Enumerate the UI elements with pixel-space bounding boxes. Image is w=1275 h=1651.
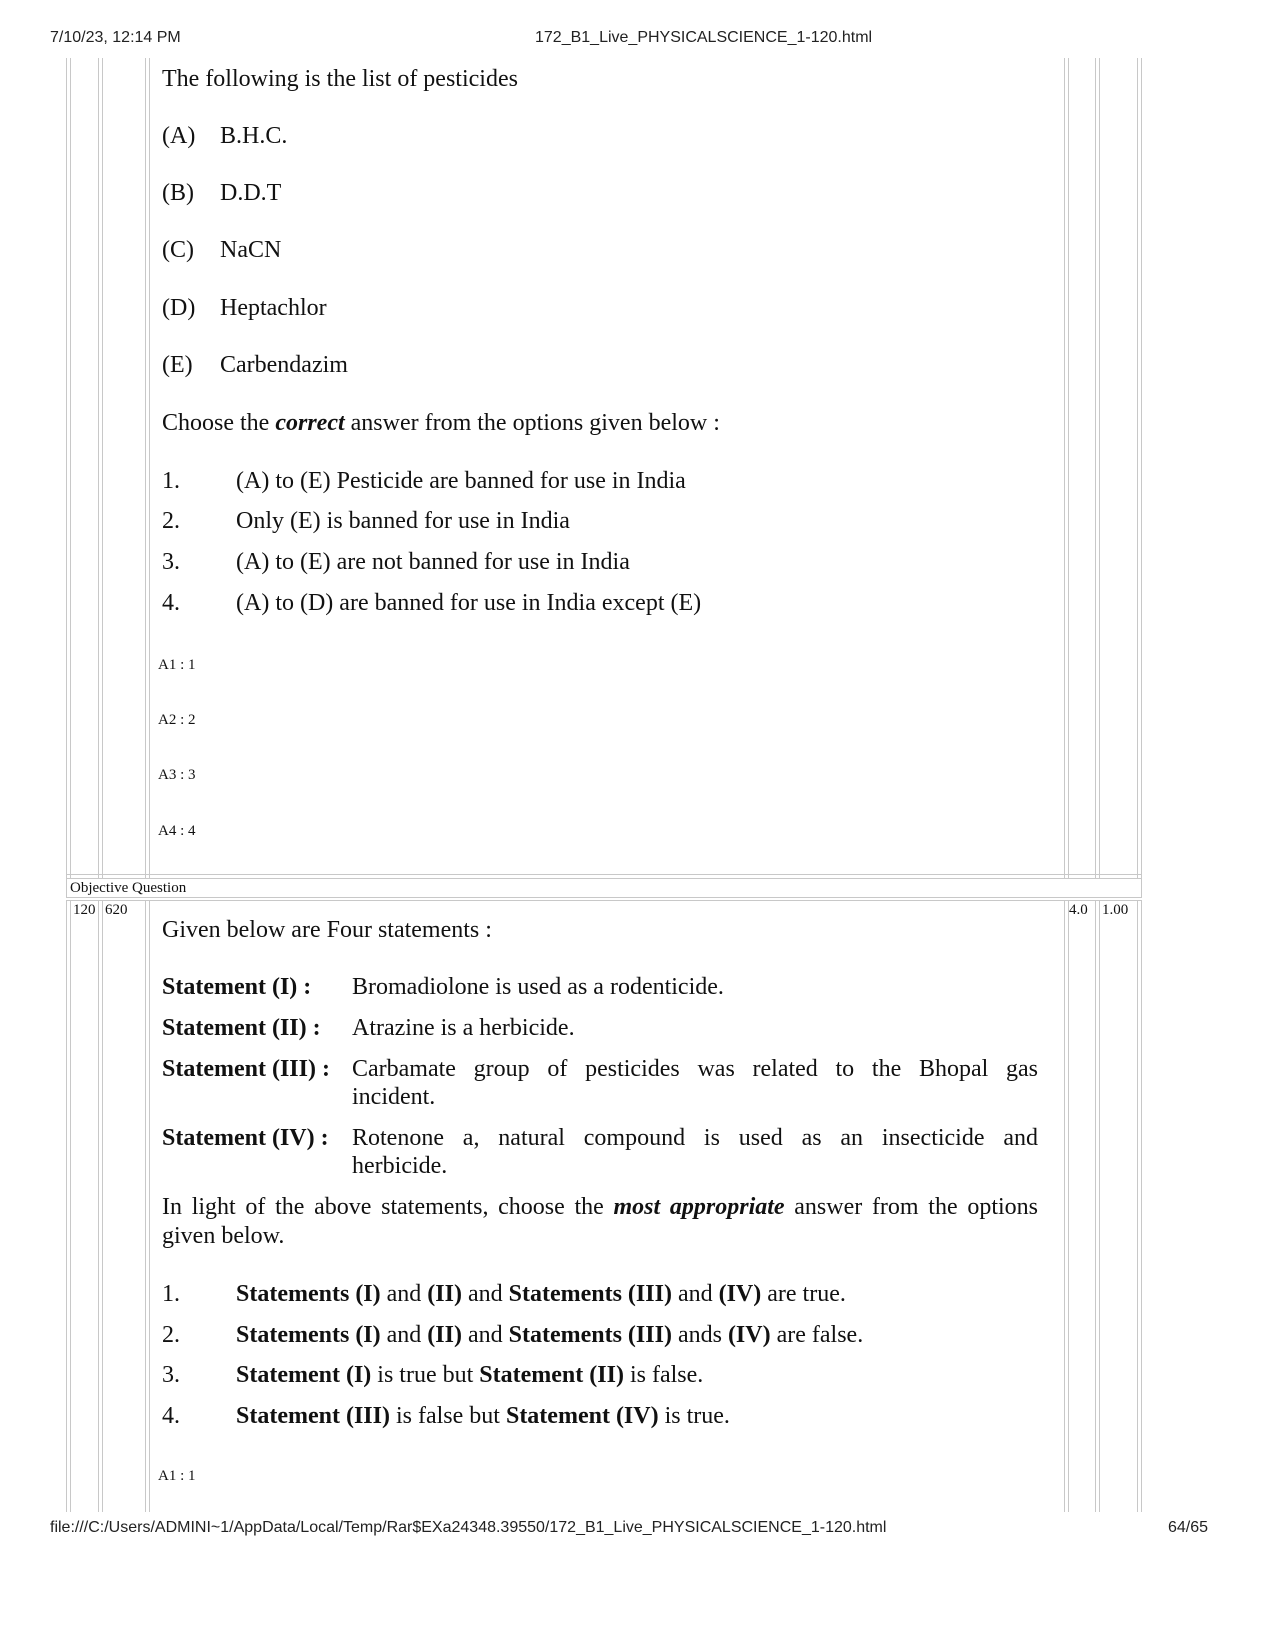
type-row-right (1141, 878, 1142, 898)
q2-col-sno-right (98, 900, 99, 1512)
table-border-left (66, 58, 67, 878)
q2-statement-label (162, 1013, 321, 1043)
q2-option-part: and (671, 1281, 719, 1307)
q2-instruction-line2: given below. (162, 1223, 285, 1249)
q2-option-part: Statements (III) (508, 1322, 672, 1348)
q2-instruction-line1 (162, 1192, 1038, 1222)
q2-marks: 4.0 (1069, 902, 1088, 918)
q2-option-part: Statement (IV) (505, 1403, 659, 1429)
q1-instruction-post: answer from the options given below : (344, 410, 720, 436)
q2-border-left-inner (70, 900, 71, 1512)
q2-statement-text: Atrazine is a herbicide. (352, 1015, 575, 1041)
q2-option-part: and (386, 1281, 422, 1307)
q1-item-label: (E) (162, 352, 193, 378)
row-separator-top-inner (66, 878, 1142, 879)
q1-option-number: 4. (162, 590, 180, 616)
q1-instruction-emphasis: correct (275, 410, 345, 436)
q2-instruction-pre: In light of the above statements, choose the (162, 1194, 614, 1220)
q2-statement-text-justified (352, 1054, 1038, 1084)
q1-item-label: (D) (162, 295, 196, 321)
q1-instruction (162, 408, 720, 438)
q2-option-part: Statement (236, 1403, 340, 1429)
q2-option-part: is false but (395, 1403, 506, 1429)
col-content-right (1064, 58, 1065, 878)
col-qid-right-inner (149, 58, 150, 878)
q2-option-part: (I) (349, 1322, 387, 1348)
q2-option-part: (I) (349, 1281, 387, 1307)
q2-option-part: is true but (377, 1362, 480, 1388)
q1-option-number: 1. (162, 468, 180, 494)
q2-option-number: 3. (162, 1362, 180, 1388)
print-datetime: 7/10/23, 12:14 PM (50, 29, 181, 46)
q1-item-label: (C) (162, 237, 194, 263)
q2-statement-label (162, 1054, 330, 1084)
print-doc-title: 172_B1_Live_PHYSICALSCIENCE_1-120.html (535, 29, 873, 46)
q2-statement-text-justified (352, 1123, 1038, 1153)
q2-negative-marks: 1.00 (1102, 902, 1129, 918)
col-marks-right-inner (1099, 58, 1100, 878)
q2-statement-line: Rotenone a, natural compound is used as an insecticide and (352, 1125, 1038, 1151)
q2-col-qid-right-inner (149, 900, 150, 1512)
q2-border-left (66, 900, 67, 1512)
q2-col-content-right-inner (1068, 900, 1069, 1512)
table-border-right (1141, 58, 1142, 878)
q1-item-text: Heptachlor (220, 295, 327, 321)
q2-statement-continuation: incident. (352, 1084, 436, 1110)
type-row-left (66, 878, 67, 898)
q2-option-part: are false. (770, 1322, 864, 1348)
question-type-label: Objective Question (70, 880, 187, 896)
q2-question-id: 620 (105, 902, 128, 918)
q2-serial-number: 120 (73, 902, 96, 918)
q2-option-part: are true. (761, 1281, 846, 1307)
q1-answer-key: A2 : 2 (158, 712, 196, 728)
q2-col-marks-right-inner (1099, 900, 1100, 1512)
print-file-path: file:///C:/Users/ADMINI~1/AppData/Local/Temp/Rar$EXa24348.39550/172_B1_Live_PHYSICALSCIENCE_1-120.html (50, 1519, 887, 1536)
q1-option-number: 2. (162, 508, 180, 534)
q2-option-part: and (467, 1322, 509, 1348)
q2-option-text (236, 1279, 846, 1309)
q1-answer-key: A4 : 4 (158, 823, 196, 839)
row-separator-top (66, 874, 1142, 875)
q2-option-part: (III) (339, 1403, 396, 1429)
q2-option-part: is false. (623, 1362, 704, 1388)
q2-option-part: Statement (236, 1362, 340, 1388)
q1-intro: The following is the list of pesticides (162, 66, 518, 92)
type-row-bottom (66, 897, 1142, 898)
table-border-right-inner (1137, 58, 1138, 878)
q2-statement-text: Bromadiolone is used as a rodenticide. (352, 974, 724, 1000)
q1-answer-key: A3 : 3 (158, 767, 196, 783)
q2-border-right (1141, 900, 1142, 1512)
q2-statement-label-text: Statement (III) : (162, 1056, 330, 1082)
q1-item-label: (A) (162, 123, 196, 149)
q1-option-text: (A) to (E) are not banned for use in India (236, 549, 630, 575)
q2-option-number: 1. (162, 1281, 180, 1307)
q2-instruction-emphasis: most appropriate (613, 1194, 785, 1220)
q2-col-content-right (1064, 900, 1065, 1512)
q2-option-part: ands (671, 1322, 728, 1348)
q2-col-sno-right-inner (102, 900, 103, 1512)
q2-option-text (236, 1401, 730, 1431)
q2-option-number: 4. (162, 1403, 180, 1429)
q2-instruction-post: answer from the options (784, 1194, 1038, 1220)
q2-option-part: is true. (658, 1403, 730, 1429)
print-page-number: 64/65 (1168, 1519, 1209, 1536)
q2-option-number: 2. (162, 1322, 180, 1348)
col-sno-right-inner (102, 58, 103, 878)
q2-border-right-inner (1137, 900, 1138, 1512)
q2-option-part: (I) (339, 1362, 378, 1388)
q2-option-part: (IV) (718, 1281, 762, 1307)
q2-option-text (236, 1320, 863, 1350)
q2-statement-label-text: Statement (I) : (162, 974, 312, 1000)
q2-statement-continuation: herbicide. (352, 1153, 448, 1179)
q1-item-text: D.D.T (220, 180, 282, 206)
q2-statement-label (162, 972, 311, 1002)
q1-instruction-pre: Choose the (162, 410, 276, 436)
q2-option-part: (II) (421, 1281, 468, 1307)
q2-statement-label-text: Statement (IV) : (162, 1125, 329, 1151)
q2-option-part: Statements (236, 1322, 350, 1348)
type-row-bottom-inner (66, 900, 1142, 901)
q2-statement-label-text: Statement (II) : (162, 1015, 321, 1041)
table-border-left-inner (70, 58, 71, 878)
col-sno-right (98, 58, 99, 878)
q2-option-part: (II) (421, 1322, 468, 1348)
q2-option-part: (IV) (727, 1322, 771, 1348)
q2-col-qid-right (145, 900, 146, 1512)
q2-option-part: and (467, 1281, 509, 1307)
q2-option-text (236, 1360, 703, 1390)
q1-answer-key: A1 : 1 (158, 657, 196, 673)
q2-option-part: Statements (236, 1281, 350, 1307)
q2-col-marks-right (1095, 900, 1096, 1512)
q1-item-text: NaCN (220, 237, 282, 263)
q1-option-text: Only (E) is banned for use in India (236, 508, 570, 534)
q1-item-label: (B) (162, 180, 194, 206)
q2-answer-key: A1 : 1 (158, 1468, 196, 1484)
col-marks-right (1095, 58, 1096, 878)
q1-option-text: (A) to (E) Pesticide are banned for use in India (236, 468, 686, 494)
q1-item-text: Carbendazim (220, 352, 348, 378)
q1-option-number: 3. (162, 549, 180, 575)
q2-statement-line: Carbamate group of pesticides was related to the Bhopal gas (352, 1056, 1038, 1082)
q2-intro: Given below are Four statements : (162, 917, 492, 943)
q2-option-part: Statements (III) (508, 1281, 672, 1307)
q1-item-text: B.H.C. (220, 123, 288, 149)
q2-option-part: and (386, 1322, 422, 1348)
q1-option-text: (A) to (D) are banned for use in India except (E) (236, 590, 702, 616)
col-qid-right (145, 58, 146, 878)
q2-option-part: Statement (II) (479, 1362, 624, 1388)
col-content-right-inner (1068, 58, 1069, 878)
q2-statement-label (162, 1123, 329, 1153)
